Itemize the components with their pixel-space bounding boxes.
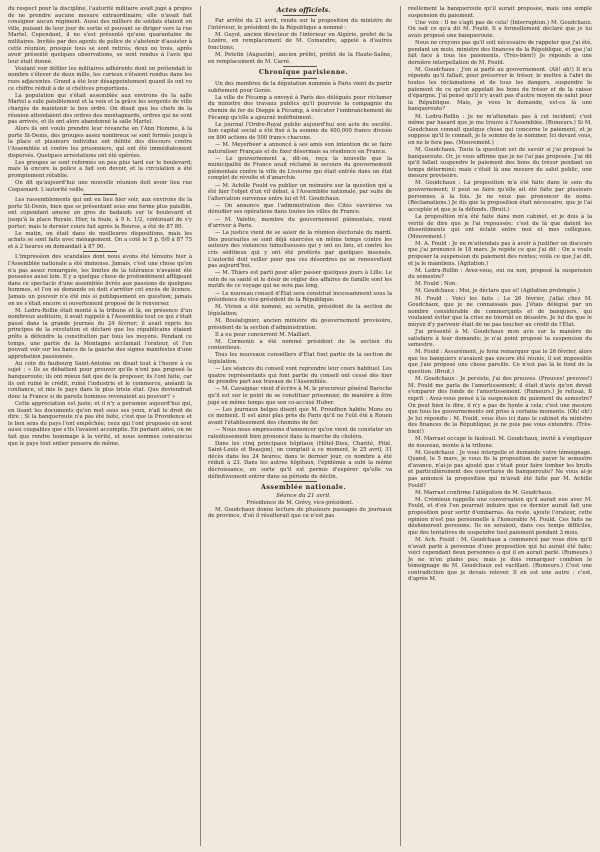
paragraph: — Les journaux belges disent que M. Proudhon habite Mons ou ce moment. Il est ainsi plus près de Paris qu'il ne l'eût été à Rouen avant l'établissement des chemins de fer.: [208, 406, 392, 426]
paragraph: M. Goudchaux : Moi, je déclare que si! (Agitation prolongée.): [415, 288, 580, 295]
column-middle: [200, 6, 392, 846]
paragraph: Le matin, on était dans de meilleures dispositions, mais les achats se sont faits avec ménagement. On a coté le 5 p. 0/0 à 87 75 et à 2 heures on demandait à 87 90.: [8, 230, 192, 250]
section-heading-assemblee: Assemblée nationale.: [260, 484, 347, 492]
paragraph: — M. Cavaignac vient d'écrire à M. le procureur général Baroche qu'il est sur le point de se constituer prisonnier, de manière à être jugé en même temps que son co-accusé Huber.: [208, 386, 392, 406]
paragraph: Nous ne croyons pas qu'il soit nécessaire de rappeler que j'ai été, pendant un mois, ministre des finances de la République, et que j'ai fait face à tous les paiements. (Très-bien!) Je réponds à une dernière interpellation de M. Fould.: [408, 39, 592, 66]
section-divider: [283, 66, 317, 67]
paragraph: Il a eu pour concurrent M. Maillart.: [215, 331, 312, 338]
paragraph: M. Marrast occupe le fauteuil. M. Goudchaux, invité à s'expliquer de nouveau, monte à la tribune.: [408, 436, 592, 449]
paragraph: — M. Valette, membre du gouvernement piémontais, vient d'arriver à Paris.: [208, 216, 392, 230]
paragraph: Voulant voir défiler les militaires adhérents dont on prétendait le nombre s'élever de deux mille, les curieux s'étaient rendus dans les rues adjacentes. Grand a été leur désappointement quand ils ont vu ce chiffre réduit à de si chétives proportions.: [8, 65, 192, 92]
paragraph: du respect pour la discipline, l'autorité militaire avait jugé à propos de ne prendre aucune mesure extraordinaire; elle n'avait fait consigner aucun régiment. Aussi des milliers de soldats étaient en ville, puisant de leur jour de sortie et pouvant se diriger vers la rue Martel. Cependant, il ne s'est présenté qu'une quarantaine de militaires. Invités par des agents de police de s'abstenir d'assister à cette réunion, presque tous se sont retirés; deux ou trois, après avoir présenté quelques observations, se sont rendus à l'avis qui leur était donné.: [8, 6, 192, 65]
paragraph: M. Goudchaux : La proposition m'a été faite dans le sein du gouvernement; il peut se faire qu'elle ait été faite par plusieurs personnes à la fois. Je ne veux pas prononcer de noms. (Réclamations.) Je dis que la proposition était nécessaire, que je l'ai acceptée et que je la défends. (Bruit.): [408, 180, 592, 213]
heading-rule: [283, 78, 317, 79]
paragraph: La ville de Fécamp a envoyé à Paris des délégués pour réclamer du ministre des travaux publics qu'il pourvoie la compagnie du chemin de fer de Dieppe à Fécamp, à exécuter l'embranchement de Fécamp qu'elle a ajourné indéfiniment.: [208, 94, 392, 121]
paragraph: M. Vivien a été nommé, au scrutin, président de la section de législation;: [208, 304, 392, 317]
paragraph: Un des membres de la députation nommée à Paris vient de partir subitement pour Gorée.: [208, 81, 392, 94]
paragraph: La population qui s'était assemblée aux environs de la salle Martel a subi paisiblement et la voix et la grâce les sergents de ville chargés de maintenir le bon ordre. On disait que les chefs de la réunion attendaient des ordres des montagnards, ordres qui ne sont pas arrivés, et ils ont alors abandonné la salle Martel.: [8, 92, 192, 126]
paragraph: Au coin du faubourg Saint-Antoine on disait tout à l'heure à ce sujet : « Ils se débattent pour prouver qu'ils n'ont pas proposé la banqueroute; ils ont mieux fait que de la proposer, ils l'ont faite, car ils ont ruiné le crédit, ruiné l'industrie et le commerce, anéanti la confiance, et mis le pays dans le plus triste état. Que deviendrait donc la France si de pareils hommes revenaient au pouvoir? »: [8, 360, 192, 400]
paragraph: — La justice vient de se saisir de la réunion électorale du mardi. Des poursuites se sont déjà exercées en même temps contre les auteurs des violences tumultueuses qui y ont eu lieu, et contre les cris séditieux qui y ont été proférés par quelques insensés. L'autorité doit veiller pour que ces désordres ne se renouvellent pas aujourd'hui.: [208, 230, 392, 270]
section-divider: [83, 251, 117, 252]
section-heading-chronique: Chronique parisienne.: [258, 69, 349, 77]
heading-rule: [283, 15, 317, 16]
paragraph: — Les séances du conseil vont reprendre leur cours habituel. Les quatre représentants qui font partie du conseil ont cessé dès hier de prendre part aux travaux de l'Assemblée.: [208, 366, 392, 386]
paragraph: Dans les cinq principaux hôpitaux (Hôtel-Dieu, Charité, Pitié, Saint-Louis et Beaujon), on comptait à ce moment, le 25 avril, 31 décès dans les 24 heures; dans le dernier jour, ce nombre a été réduit à 23. Dans les autres hôpitaux, l'épidémie a subi la même décroissance, en sorte qu'il est permis d'espérer qu'elle va définitivement entrer dans sa période de déclin.: [208, 440, 392, 480]
paragraph: réellement la banqueroute qu'il aurait proposée, mais une simple suspension du paiement.: [408, 6, 592, 19]
paragraph: M. Goudchaux donne lecture de plusieurs passages de journaux de province, d'où il résulterait que ce n'est pas: [208, 506, 392, 520]
paragraph: L'impression des scandales dont nous avons été témoins hier à l'Assemblée nationale a été immense. Jamais, c'est une chose qu'on n'a pas assez remarquée, les limites de la tolérance n'avaient été poussées aussi loin. Il y a quelque chose de profondément affligeant dans ce spectacle d'une assemblée livrée aux passions de quelques hommes, et l'on se demande où doit s'arrêter cet excès de licence. Jamais un pouvoir n'a été mis si publiquement en question; jamais on ne s'était encore si ouvertement proposé de le renverser.: [8, 254, 192, 307]
paragraph: M. Fould : Assurément, je ferai remarquer que le 26 février, alors que les banquiers n'avaient pas encore été réunis, il est impossible que j'aie proposé une chose pareille. Ce n'est pas là le fond de la question. (Bruit.): [408, 349, 592, 376]
paragraph: M. Cormenin a été nommé président de la section du contentieux.: [208, 338, 392, 352]
paragraph: On dit qu'aujourd'hui une nouvelle réunion doit avoir lieu rue Coquenard. L'autorité veille.: [8, 179, 192, 193]
paragraph: M. Ledru-Rollin : Avez-vous, oui ou non, proposé la suspension du semestre?: [408, 267, 592, 281]
paragraph: Par arrêté du 21 avril, rendu sur la proposition du ministre de l'intérieur, le président de la République a nommé :: [208, 18, 392, 31]
paragraph: — Le gouvernement a, dit-on, reçu la nouvelle que la municipalité de France avait réclamé le secours du gouvernement piémontais contre la ville de Livourne qui était entrée dans un état complet de révolte et d'anarchie.: [208, 155, 392, 182]
paragraph: — Le nouveau conseil d'État sera constitué incessamment sous la présidence du vice-président de la République.: [208, 290, 392, 304]
paragraph: Tous les nouveaux conseillers d'État font partie de la section de législation.: [208, 352, 392, 365]
section-heading-actes-officiels: Actes officiels.: [276, 6, 331, 14]
paragraph: Cette appréciation est juste; et il n'y a personne aujourd'hui qui, en lisant les documents qu'on met sous ses yeux, n'ait le droit de dire : Si la banqueroute n'a pas été faite, c'est que la Providence et le bon sens du pays l'ont empêchée; ceux qui l'ont proposée en sont aussi coupables que s'ils l'avaient accomplie. En parlant ainsi, on ne fait que rendre hommage à la vérité, et nous sommes convaincus que le pays tout entier pensera de même.: [8, 400, 192, 447]
paragraph: M. Goudchaux : Je persiste, j'ai des preuves. (Preuves! preuves!) M. Fould me parla de l'amortissement; il était d'avis qu'on devait s'emparer des fonds de l'amortissement. (Rumeurs.) Je refusai. Il reprit : Avez-vous pensé à la suspension du paiement du semestre? On peut bien le dire, il n'y a pas de honte à cela; c'est une mesure que tous les gouvernements ont prise à certains moments. (Oh! oh!) Je lui répondis : M. Fould, vous êtes ici dans le cabinet du ministre des finances de la République; je ne puis pas vous entendre. (Très-bien!): [408, 376, 592, 435]
paragraph: Les groupes se sont reformés un peu plus tard sur le boulevard; mais là encore la police a fait son devoir, et la circulation a été promptement rétablie.: [8, 159, 192, 179]
section-divider: [83, 194, 117, 195]
paragraph: M. Ledru-Rollin : Je ne m'attendais pas à cet incident; c'est même par hasard que je me trouve à l'Assemblée. (Rumeurs.) Si M. Goudchaux connaît quelque chose qui concerne le paiement, et je suppose qu'il le connaît, je le somme de le nommer. Ici devant vous, on ne le fera pas. (Mouvement.): [408, 113, 592, 146]
paragraph: M. Goudchaux : Je vous interpelle et demande votre témoignage. Quand, le 5 mars, je vous fis la proposition de payer le semestre d'avance, n'ai-je pas ajouté que c'était pour faire tomber les bruits et particulièrement des ouvertures de banqueroute? Ne vous ai-je pas annoncé la proposition qui m'avait été faite par M. Achille Fould?: [408, 449, 592, 489]
paragraph: M. Ledru-Rollin était monté à la tribune et là, en présence d'un nombreux auditoire, il avait rappelé à l'Assemblée tout ce qui s'était passé dans la grande journée du 24 février; il avait repris les principes de la révolution et déclaré que les républicains étaient prêts à défendre la constitution par tous les moyens. Pendant ce temps, une partie de la Montagne acclamait l'orateur, et l'on pouvait voir sur les bancs de la gauche des signes manifestes d'une approbation passionnée.: [8, 307, 192, 360]
paragraph: — On annonce que l'administration des Cités ouvrières va dénudier ses opérations dans toutes les villes de France.: [208, 202, 392, 216]
column-right: [400, 6, 592, 846]
paragraph: M. Boulatignier, ancien ministre du gouvernement provisoire, président de la section d'administration.: [208, 317, 392, 331]
paragraph: M. Petetin (Augustin), ancien préfet, préfet de la Haute-Saône, en remplacement de M. Carré.: [208, 51, 392, 65]
paragraph: — Nous nous empressons d'annoncer qu'on vient de constater un ralentissement bien prononcé dans la marche du choléra.: [208, 426, 392, 440]
paragraph: Le journal l'Ordre-Royal publie aujourd'hui son acte de société. Son capital social a été fixé à la somme de 400,000 francs divisée en 800 actions de 500 francs chacune.: [208, 121, 392, 141]
column-left: [8, 6, 192, 846]
paragraph: M. Crémieux rappelle une conversation qu'il aurait eue avec M. Fould, et d'où l'on pourrait induire que ce dernier aurait fait une proposition pour sortir d'embarras. Au reste, ajoute l'orateur, cette opinion n'est pas personnelle à l'honorable M. Fould. Ces faits ne déshonorent personne. Ils ne seraient, dans ces temps difficiles, que des tentatives de suspendre tout paiement pendant 3 mois.: [408, 496, 592, 536]
chronique-body: [208, 81, 392, 480]
paragraph: M. Guyot, ancien directeur de l'intérieur en Algérie, préfet de la Lozère, en remplacement de M. Comandre, appelé à d'autres fonctions;: [208, 31, 392, 51]
paragraph: — M. Meyerbeer a annoncé à ses amis son intention de se faire naturaliser Français et de fixer désormais sa résidence en France.: [208, 142, 392, 155]
paragraph: Une voix : Il ne s'agit pas de cela! (Interruption.) M. Goudchaux. On sait ce qu'a dit M. Fould. Il a formellement déclaré que je lui avais proposé une banqueroute.: [408, 19, 592, 39]
section-divider: [283, 481, 317, 482]
paragraph: M. Fould : Non.: [415, 281, 457, 288]
paragraph: M. Ach. Fould : M. Goudchaux a commencé par vous dire qu'il n'avait parlé à personne d'une proposition qui lui aurait été faite; voici cependant deux personnes à qui il en aurait parlé. (Rumeurs.) Je ne m'en plains pas; mais je dois remarquer combien le témoignage de M. Goudchaux est vacillant. (Rumeurs.) C'est une contradiction que je devais relever. Il en est une autre : c'est, d'après M.: [408, 536, 592, 583]
paragraph: M. Marrast confirme l'allégation de M. Goudchaux.: [415, 489, 553, 496]
paragraph: La proposition m'a été faite dans mon cabinet, et je dois à la vérité de dire que je l'ai repoussée; c'est de là que datent les dissentiments qui ont éclaté entre moi et mes collègues. (Mouvement.): [408, 213, 592, 240]
paragraph: — M. Achille Fould va publier un mémoire sur la question qui a été hier l'objet d'un vif débat, à l'Assemblée nationale, par suite de l'altercation survenue entre lui et M. Goudchaux.: [208, 182, 392, 202]
paragraph: Les rassemblements qui ont eu lieu hier soir, aux environs de la porte St-Denis, bien que se présentant sous une forme plus paisible, ont cependant amené un gros de badauds sur le boulevard et jusqu'à la place Royale. Hier, la foule, à 9 h. 1/2, continuait de s'y porter; mais le dernier cours fait après la Bourse, a été de 87 80.: [8, 197, 192, 230]
presidency-line: Présidence de M. Grévy, vice-président.: [246, 499, 354, 506]
session-date: Séance du 21 avril.: [276, 492, 331, 499]
paragraph: M. Fould : Voici les faits : Le 26 février, j'allai chez M. Goudchaux, que je ne connaissais pas. J'étais délégué par un nombre considérable de commerçants et de banquiers, qui voulaient éviter que la crise ne tournât en désastre. Je lui dis que le moyen d'y parvenir était de ne pas toucher au crédit de l'État.: [408, 295, 592, 328]
paragraph: Alors ils ont voulu prendre leur revanche en l'Ann Homme, à la porte St-Denis, des groupes assez nombreux se sont formés jusqu'à la place et plusieurs individus ont débité des discours contre l'Assemblée et contre les prisonniers, qui ont été immédiatement dispersés. Quelques arrestations ont été opérées.: [8, 126, 192, 159]
paragraph: M. A. Fould : Je ne m'attendais pas à avoir à justifier un discours que j'ai prononcé le 18 mars. Je répète ce que j'ai dit : On a voulu proposer la suspension du paiement des rentes; voilà ce que j'ai dit, et je le maintiens. (Agitation.): [408, 240, 592, 267]
paragraph: — M. Thiers est parti pour aller passer quelques jours à Lille. Le soin de sa santé et le désir de régler des affaires de famille sont les motifs de ce voyage qui ne sera pas long.: [208, 270, 392, 290]
paragraph: M. Goudchaux : J'en ai parlé au gouvernement. (Ah! ah!) Il m'a répondu qu'il fallait, pour préserver le trésor, le mettre à l'abri de toutes les réclamations et de tous les dangers, suspendre le paiement de ce qu'on appelait les bons du trésor et de la caisse d'épargne. J'ai pensé qu'il n'y avait pas d'autre moyen de salut pour la République. Mais, je vous le demande, est-ce là une banqueroute?: [408, 66, 592, 113]
paragraph: M. Goudchaux. Toute la question est de savoir si j'ai proposé la banqueroute. Or, je vous affirme que je ne l'ai pas proposée. J'ai dit qu'il fallait suspendre le paiement des bons du trésor pendant un temps déterminé; mais c'était là une mesure de salut public, une mesure provisoire.: [408, 146, 592, 180]
paragraph: J'ai présenté à M. Goudchaux mon avis sur la manière de satisfaire à leur demande; je n'ai point proposé la suspension du semestre.: [408, 329, 592, 349]
